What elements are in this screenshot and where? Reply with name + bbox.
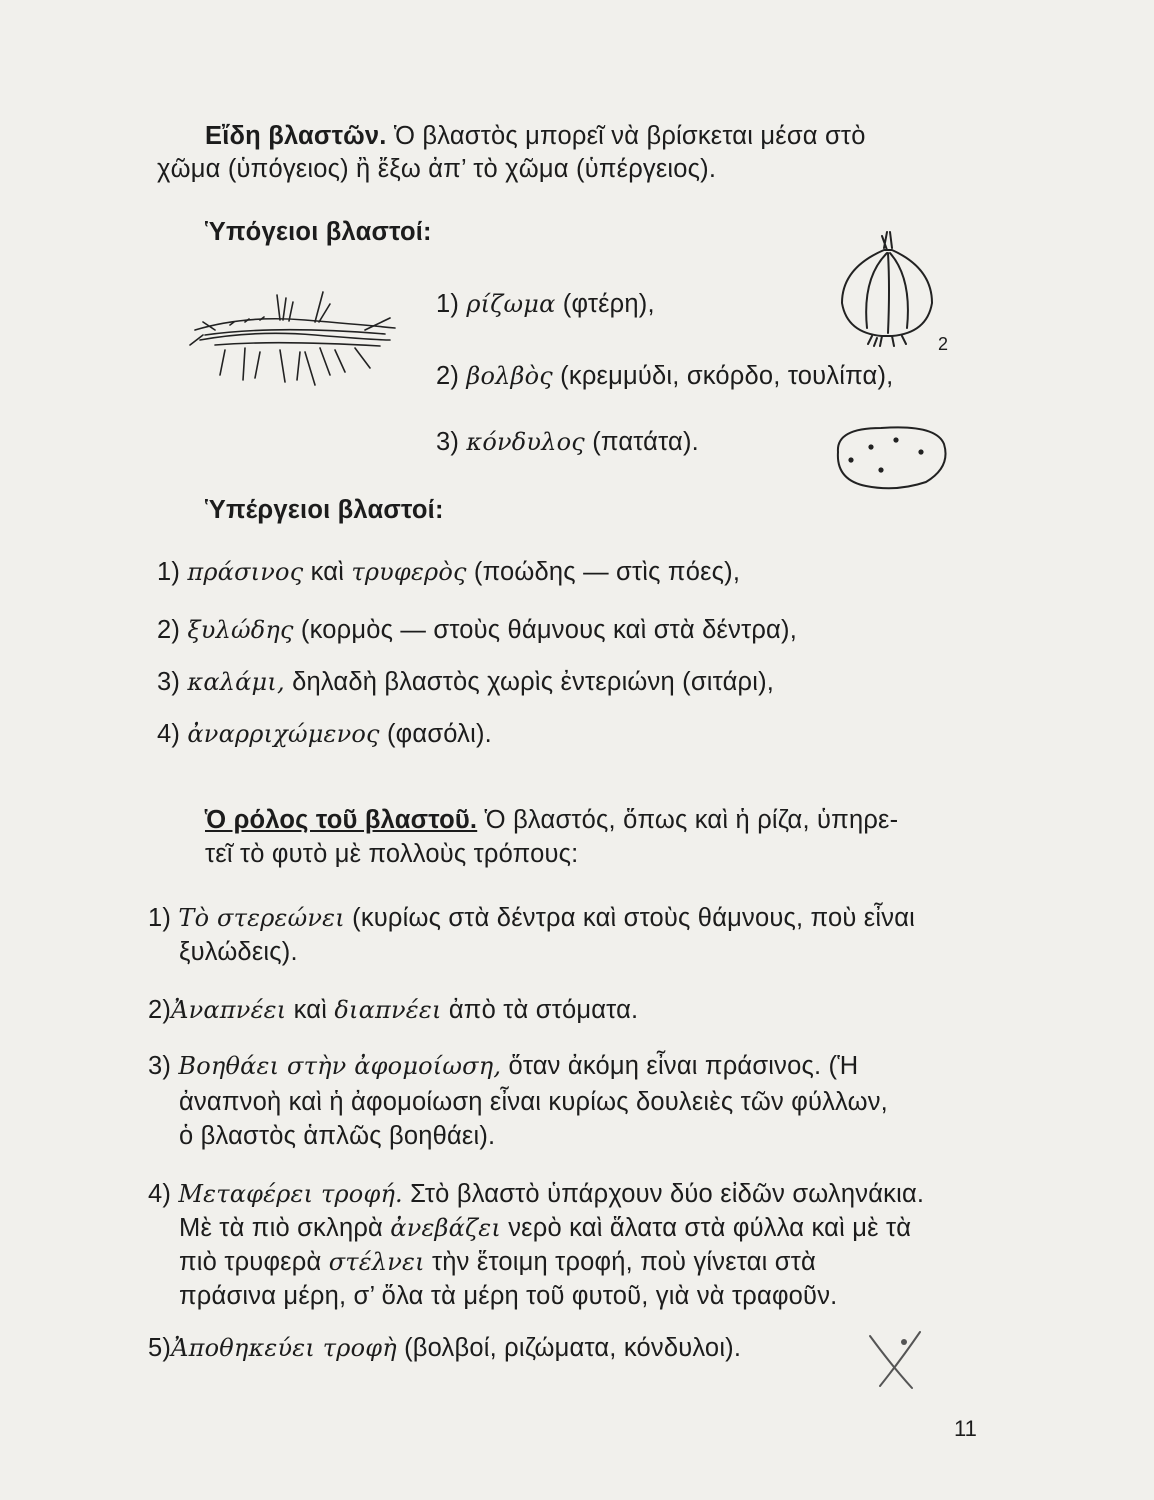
- role-item-1-line-2: ξυλώδεις).: [179, 938, 298, 966]
- role-item-3: 3) Βοηθάει στὴν ἀφομοίωση, ὅταν ἀκόμη εἶναι πράσινος. (Ἡ: [148, 1052, 859, 1080]
- aboveground-item-4: 4) ἀναρριχώμενος (φασόλι).: [157, 720, 492, 748]
- role-intro-line-1: Ὁ ρόλος τοῦ βλαστοῦ. Ὁ βλαστός, ὅπως καὶ ἡ ρίζα, ὑπηρε-: [205, 806, 899, 834]
- figure-label: 2: [938, 334, 949, 354]
- underground-item-1: 1) ρίζωμα (φτέρη),: [436, 290, 655, 318]
- role-item-4-line-3: πιὸ τρυφερὰ στέλνει τὴν ἕτοιμη τροφή, ποὺ γίνεται στὰ: [179, 1248, 816, 1276]
- intro-line-2: χῶμα (ὑπόγειος) ἢ ἔξω ἀπ’ τὸ χῶμα (ὑπέργειος).: [157, 155, 717, 183]
- handwritten-cross-mark: [862, 1326, 932, 1396]
- role-item-3-line-3: ὁ βλαστὸς ἁπλῶς βοηθάει).: [179, 1122, 496, 1150]
- section-title-role: Ὁ ρόλος τοῦ βλαστοῦ.: [205, 806, 478, 834]
- rhizome-illustration: [185, 290, 405, 390]
- role-item-4-line-2: Μὲ τὰ πιὸ σκληρὰ ἀνεβάζει νερὸ καὶ ἅλατα στὰ φύλλα καὶ μὲ τὰ: [179, 1214, 912, 1242]
- potato-tuber-illustration: [826, 422, 956, 492]
- role-item-2: 2)Ἀναπνέει καὶ διαπνέει ἀπὸ τὰ στόματα.: [148, 996, 639, 1024]
- page-number: 11: [954, 1416, 977, 1441]
- garlic-bulb-illustration: [832, 228, 942, 348]
- role-item-4: 4) Μεταφέρει τροφή. Στὸ βλαστὸ ὑπάρχουν δύο εἰδῶν σωληνάκια.: [148, 1180, 925, 1208]
- aboveground-item-2: 2) ξυλώδης (κορμὸς — στοὺς θάμνους καὶ στὰ δέντρα),: [157, 616, 797, 644]
- underground-item-3: 3) κόνδυλος (πατάτα).: [436, 428, 699, 456]
- aboveground-heading: Ὑπέργειοι βλαστοί:: [205, 496, 444, 524]
- section-title-types: Εἴδη βλαστῶν.: [205, 122, 387, 150]
- role-intro-line-2: τεῖ τὸ φυτὸ μὲ πολλοὺς τρόπους:: [205, 840, 579, 868]
- role-item-1: 1) Τὸ στερεώνει (κυρίως στὰ δέντρα καὶ στοὺς θάμνους, ποὺ εἶναι: [148, 904, 915, 932]
- aboveground-item-1: 1) πράσινος καὶ τρυφερὸς (ποώδης — στὶς πόες),: [157, 558, 741, 586]
- intro-line-1: Εἴδη βλαστῶν. Ὁ βλαστὸς μπορεῖ νὰ βρίσκεται μέσα στὸ: [205, 122, 866, 150]
- aboveground-item-3: 3) καλάμι, δηλαδὴ βλαστὸς χωρὶς ἐντεριώνη (σιτάρι),: [157, 668, 775, 696]
- underground-item-2: 2) βολβὸς (κρεμμύδι, σκόρδο, τουλίπα),: [436, 362, 894, 390]
- underground-heading: Ὑπόγειοι βλαστοί:: [205, 218, 432, 246]
- role-item-5: 5)Ἀποθηκεύει τροφὴ (βολβοί, ριζώματα, κόνδυλοι).: [148, 1334, 742, 1362]
- role-item-4-line-4: πράσινα μέρη, σ’ ὅλα τὰ μέρη τοῦ φυτοῦ, γιὰ νὰ τραφοῦν.: [179, 1282, 838, 1310]
- role-item-3-line-2: ἀναπνοὴ καὶ ἡ ἀφομοίωση εἶναι κυρίως δουλειὲς τῶν φύλλων,: [179, 1088, 888, 1116]
